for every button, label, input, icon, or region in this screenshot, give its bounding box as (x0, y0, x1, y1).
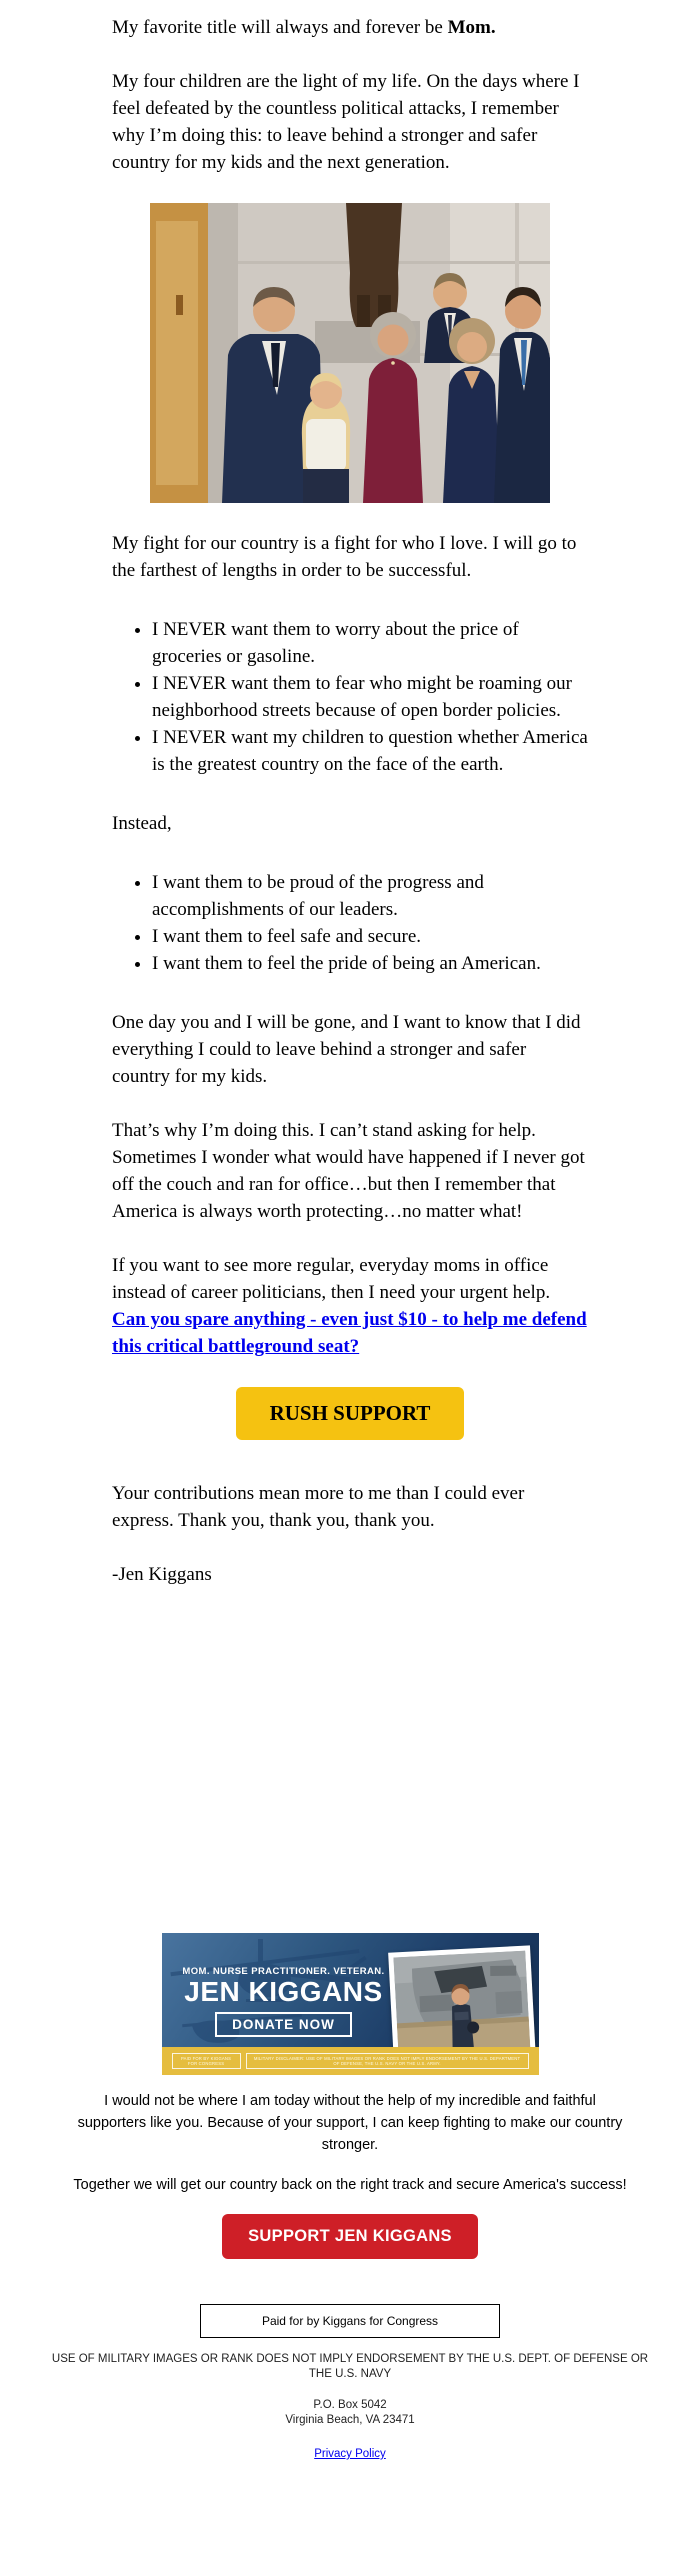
intro-paragraph (112, 14, 588, 41)
never-list (112, 616, 588, 778)
ask-text: If you want to see more regular, everyday moms in office instead of career politicians, then I need your urgent help. (112, 1255, 551, 1303)
children-paragraph: My four children are the light of my life. On the days where I feel defeated by the countless political attacks, I remember why I’m doing this: to leave behind a stronger and safer country for my kids and the next generation. (112, 71, 580, 173)
privacy-row (0, 2444, 700, 2462)
banner-background (162, 1933, 539, 2047)
signature: -Jen Kiggans (112, 1564, 212, 1585)
banner-text-block (178, 1966, 390, 2037)
mom-bold-text: Mom. (447, 17, 496, 38)
list-item: • I want them to be proud of the progress and accomplishments of our leaders. (152, 869, 588, 923)
list-item: • I want them to feel safe and secure. (152, 923, 588, 950)
whitespace-spacer (0, 1615, 700, 1933)
donate-now-button[interactable]: DONATE NOW (215, 2012, 352, 2037)
list-item: • I NEVER want them to worry about the price of groceries or gasoline. (152, 616, 588, 670)
campaign-banner[interactable] (162, 1933, 539, 2075)
donation-link[interactable]: Can you spare anything - even just $10 - to help me defend this critical battleground seat? (112, 1309, 587, 1357)
address-line2: Virginia Beach, VA 23471 (285, 2414, 415, 2426)
banner-disclaimer-strip (162, 2047, 539, 2075)
instead-paragraph: Instead, (112, 813, 172, 834)
supporters-paragraph: I would not be where I am today without the help of my incredible and faithful supporters like you. Because of your support, I can keep fighting to make our country stronger. (77, 2093, 623, 2153)
support-jen-kiggans-button[interactable]: SUPPORT JEN KIGGANS (222, 2214, 478, 2259)
ask-paragraph (112, 1252, 588, 1360)
banner-paidfor-box: PAID FOR BY KIGGANS FOR CONGRESS (172, 2053, 241, 2069)
list-item: • I NEVER want them to fear who might be roaming our neighborhood streets because of open border policies. (152, 670, 588, 724)
privacy-policy-link[interactable]: Privacy Policy (314, 2448, 386, 2460)
letter-column (112, 14, 588, 1588)
thanks-paragraph: Your contributions mean more to me than I could ever express. Thank you, thank you, thank you. (112, 1483, 525, 1531)
closing-column (70, 2090, 630, 2196)
rush-support-button[interactable]: RUSH SUPPORT (236, 1387, 465, 1440)
banner-candidate-name: JEN KIGGANS (184, 1976, 383, 2007)
why-paragraph: That’s why I’m doing this. I can’t stand asking for help. Sometimes I wonder what would have happened if I never got off the couch and ran for office…but then I remember that America is always worth protecting…no matter what! (112, 1120, 585, 1222)
list-item: • I NEVER want my children to question whether America is the greatest country on the face of the earth. (152, 724, 588, 778)
fight-paragraph: My fight for our country is a fight for who I love. I will go to the farthest of lengths in order to be successful. (112, 533, 577, 581)
military-disclaimer: USE OF MILITARY IMAGES OR RANK DOES NOT IMPLY ENDORSEMENT BY THE U.S. DEPT. OF DEFENSE OR THE U.S. NAVY (51, 2353, 649, 2380)
rush-support-row (112, 1387, 588, 1440)
together-paragraph: Together we will get our country back on the right track and secure America's success! (73, 2177, 627, 2193)
legacy-paragraph: One day you and I will be gone, and I want to know that I did everything I could to leave behind a stronger and safer country for my kids. (112, 1012, 581, 1087)
intro-text: My favorite title will always and forever be (112, 17, 448, 38)
banner-tagline: MOM. NURSE PRACTITIONER. VETERAN. (182, 1966, 385, 1977)
list-item: • I want them to feel the pride of being an American. (152, 950, 588, 977)
banner-military-disclaimer-box: MILITARY DISCLAIMER: USE OF MILITARY IMAGES OR RANK DOES NOT IMPLY ENDORSEMENT BY THE U.S. DEPARTMENT OF DEFENSE, THE U.S. NAVY OR THE U.S. ARMY. (246, 2053, 529, 2069)
support-button-row (0, 2214, 700, 2259)
paid-for-box: Paid for by Kiggans for Congress (200, 2304, 500, 2338)
address-line1: P.O. Box 5042 (313, 2399, 387, 2411)
mailing-address (0, 2398, 700, 2428)
want-list (112, 869, 588, 977)
family-photo (112, 203, 588, 503)
